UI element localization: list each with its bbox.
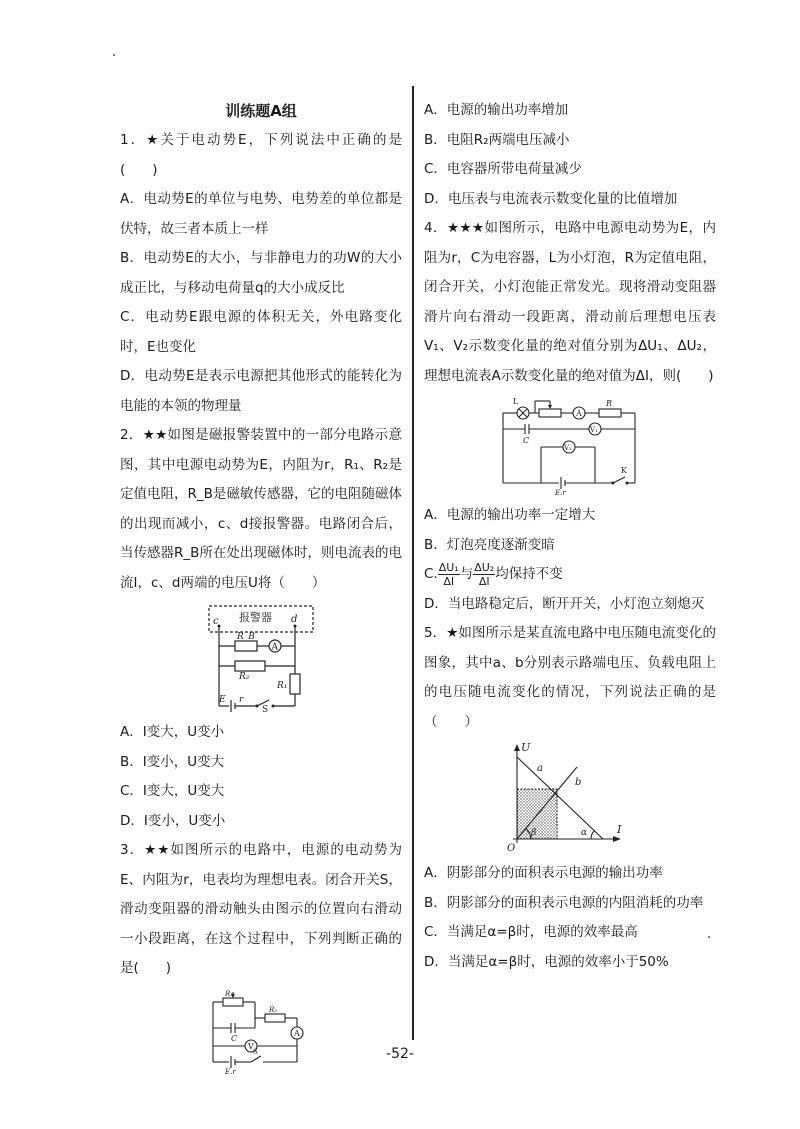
q4-option-d: D．当电路稳定后，断开开关，小灯泡立刻熄灭 bbox=[424, 595, 705, 612]
q5-label-i: I bbox=[617, 823, 622, 836]
q2-option-c: C．I变大，U变大 bbox=[120, 783, 225, 799]
q4-circuit-figure bbox=[495, 395, 645, 495]
q5-option-c: C．当满足α=β时，电源的效率最高 bbox=[424, 924, 638, 940]
q4-label-ammeter: A bbox=[576, 409, 582, 418]
q3-label-r1: R₁ bbox=[225, 989, 234, 998]
q4-option-c-frac1-denominator: ΔI bbox=[443, 575, 455, 589]
q2-circuit-figure bbox=[205, 602, 317, 712]
q3-label-ammeter: A bbox=[294, 1028, 300, 1038]
q3-label-c: C bbox=[231, 1033, 238, 1043]
q2-label-s: S bbox=[262, 705, 269, 712]
q4-option-c-frac2-numerator: ΔU₂ bbox=[474, 561, 495, 575]
q4-label-er: E,r bbox=[555, 489, 566, 495]
q4-option-c bbox=[424, 560, 716, 590]
q5-label-beta: β bbox=[531, 828, 537, 838]
q1-option-d: D．电动势E是表示电源把其他形式的能转化为电能的本领的物理量 bbox=[120, 368, 402, 414]
q4-label-l: L bbox=[513, 397, 519, 406]
q5-label-a: a bbox=[537, 763, 543, 774]
q4-label-c: C bbox=[523, 436, 530, 445]
column-divider bbox=[412, 86, 414, 1040]
q2-stem: 2．★★如图是磁报警装置中的一部分电路示意图，其中电源电动势为E，内阻为r，R₁、R₂是定值电阻，R_B是磁敏传感器，它的电阻随磁体的出现而减小，c、d接报警器。电路闭合后，当传感器R_B所在处出现磁体时，则电流表的电流I，c、d两端的电压U将（ ） bbox=[120, 427, 402, 591]
q4-option-c-prefix: C. bbox=[424, 566, 438, 582]
q4-label-k: K bbox=[621, 466, 627, 475]
q4-option-c-fraction-1 bbox=[438, 561, 460, 588]
q1-option-b: B．电动势E的大小，与非静电力的功W的大小成正比，与移动电荷量q的大小成反比 bbox=[120, 250, 402, 296]
q5-label-alpha: α bbox=[581, 828, 588, 838]
q2-label-rb: R_B bbox=[237, 632, 255, 642]
q2-label-ammeter: A bbox=[271, 642, 278, 653]
q2-label-alarm: 报警器 bbox=[239, 611, 272, 624]
right-column bbox=[424, 96, 716, 977]
q5-option-b: B．阴影部分的面积表示电源的内阻消耗的功率 bbox=[424, 894, 704, 911]
q1-option-c: C．电动势E跟电源的体积无关，外电路变化时，E也变化 bbox=[120, 309, 402, 355]
q4-option-c-suffix: 均保持不变 bbox=[495, 566, 563, 582]
q2-label-c: c bbox=[213, 616, 219, 627]
q2-option-b: B．I变小，U变大 bbox=[120, 753, 225, 770]
q3-option-b: B．电阻R₂两端电压减小 bbox=[424, 131, 570, 148]
q2-label-r: r bbox=[239, 695, 244, 705]
left-column bbox=[120, 96, 402, 1080]
q4-option-a: A．电源的输出功率一定增大 bbox=[424, 507, 596, 523]
q5-stem: 5．★如图所示是某直流电路中电压随电流变化的图象，其中a、b分别表示路端电压、负载电阻上的电压随电流变化的情况，下列说法正确的是（ ） bbox=[424, 625, 716, 730]
q1-stem: 1．★关于电动势E，下列说法中正确的是( ) bbox=[120, 132, 402, 178]
q2-label-e: E bbox=[219, 695, 226, 705]
q4-option-c-mid: 与 bbox=[459, 566, 474, 582]
q5-label-u: U bbox=[521, 741, 531, 754]
q3-label-er: E,r bbox=[225, 1067, 236, 1074]
q4-label-v2: V₂ bbox=[564, 444, 572, 452]
q5-graph-figure bbox=[505, 741, 635, 853]
q5-option-a: A．阴影部分的面积表示电源的输出功率 bbox=[424, 865, 663, 881]
q2-label-r2: R₂ bbox=[239, 672, 250, 682]
q2-option-a: A．I变大，U变小 bbox=[120, 724, 225, 740]
q5-label-o: O bbox=[507, 843, 516, 853]
q3-option-a: A．电源的输出功率增加 bbox=[424, 102, 569, 118]
q3-label-s: S bbox=[253, 1047, 258, 1056]
q2-label-d: d bbox=[291, 614, 298, 625]
q5-label-b: b bbox=[575, 777, 582, 788]
q4-label-r: R bbox=[606, 399, 613, 408]
section-title: 训练题A组 bbox=[225, 102, 297, 120]
q4-option-c-fraction-2 bbox=[473, 561, 495, 588]
q3-option-d: D．电压表与电流表示数变化量的比值增加 bbox=[424, 190, 678, 207]
q4-option-c-frac1-numerator: ΔU₁ bbox=[438, 561, 459, 575]
q3-option-c: C．电容器所带电荷量减少 bbox=[424, 161, 582, 177]
page-number: -52- bbox=[386, 1046, 414, 1062]
q4-stem: 4．★★★如图所示，电路中电源电动势为E，内阻为r，C为电容器，L为小灯泡，R为定值电阻，闭合开关，小灯泡能正常发光。现将滑动变阻器滑片向右滑动一段距离，滑动前后理想电压表V₁、V₂示数变化量的绝对值分别为ΔU₁、ΔU₂，理想电流表A示数变化量的绝对值为ΔI，则( ) bbox=[424, 220, 716, 384]
scan-speck bbox=[113, 54, 115, 56]
q3-stem: 3．★★如图所示的电路中，电源的电动势为E、内阻为r，电表均为理想电表。闭合开关S，滑动变阻器的滑动触头由图示的位置向右滑动一小段距离，在这个过程中，下列判断正确的是( ) bbox=[120, 842, 402, 976]
q2-option-d: D．I变小，U变小 bbox=[120, 812, 226, 829]
q2-label-r1: R₁ bbox=[277, 681, 288, 691]
q4-option-b: B．灯泡亮度逐渐变暗 bbox=[424, 536, 555, 553]
q3-label-r2: R₂ bbox=[269, 1005, 278, 1014]
q4-option-c-frac2-denominator: ΔI bbox=[478, 575, 490, 589]
q3-label-voltmeter: V bbox=[248, 1041, 254, 1051]
q4-label-v1: V₁ bbox=[590, 426, 598, 434]
q1-option-a: A．电动势E的单位与电势、电势差的单位都是伏特，故三者本质上一样 bbox=[120, 191, 402, 237]
q5-option-d: D．当满足α=β时，电源的效率小于50% bbox=[424, 953, 669, 970]
